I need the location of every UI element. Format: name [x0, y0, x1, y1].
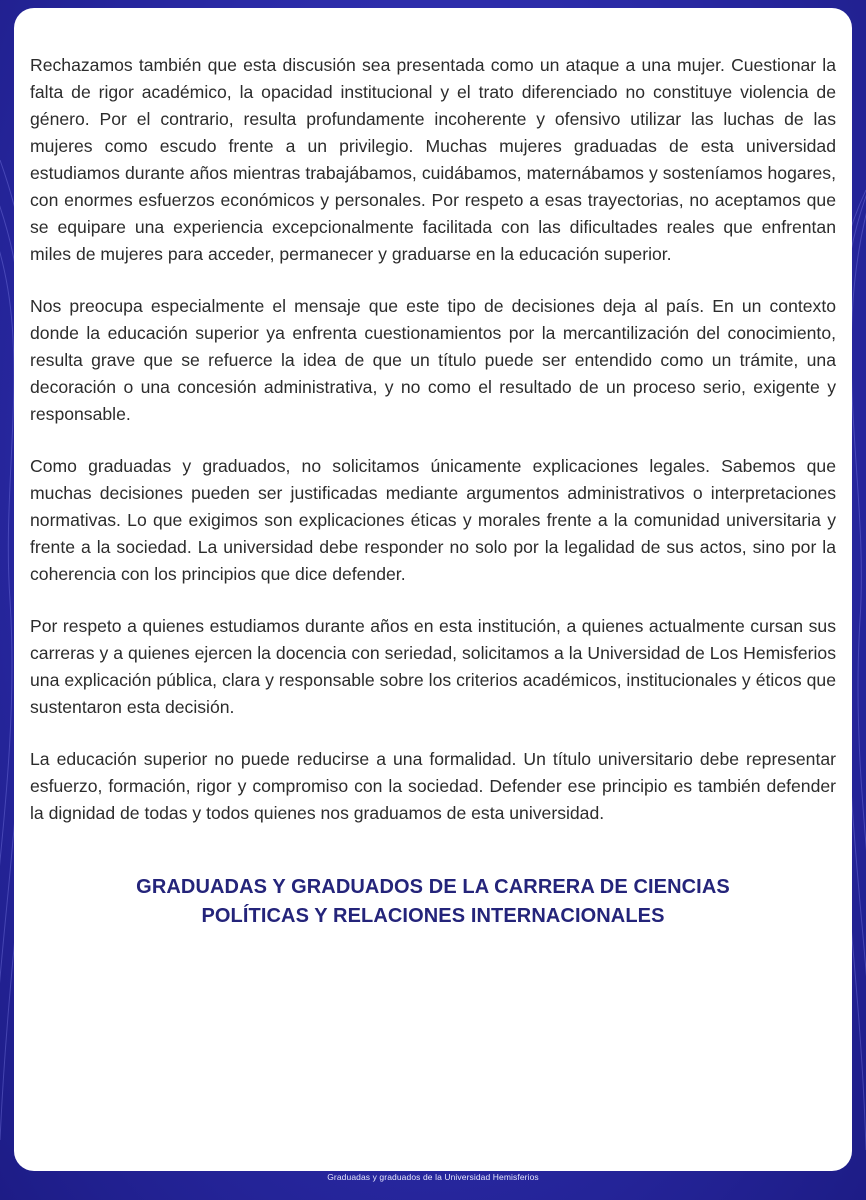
paragraph-5: La educación superior no puede reducirse a una formalidad. Un título universitario debe representar esfuerzo, formación, rigor y compromiso con la sociedad. Defender ese principio es también defender la dignidad de todas y todos quienes nos graduamos de esta universidad. [30, 749, 836, 823]
footer-caption: Graduadas y graduados de la Universidad Hemisferios [327, 1172, 539, 1182]
paragraph-2: Nos preocupa especialmente el mensaje que este tipo de decisiones deja al país. En un contexto donde la educación superior ya enfrenta cuestionamientos por la mercantilización del conocimiento, resulta grave que se refuerce la idea de que un título puede ser entendido como un trámite, una decoración o una concesión administrativa, y no como el resultado de un proceso serio, exigente y responsable. [30, 296, 836, 424]
letter-card [14, 8, 852, 1171]
signature-block [30, 873, 836, 931]
paragraph-3: Como graduadas y graduados, no solicitamos únicamente explicaciones legales. Sabemos que muchas decisiones pueden ser justificadas mediante argumentos administrativos o interpretaciones normativas. Lo que exigimos son explicaciones éticas y morales frente a la comunidad universitaria y frente a la sociedad. La universidad debe responder no solo por la legalidad de sus actos, sino por la coherencia con los principios que dice defender. [30, 456, 836, 584]
signature-line-2: POLÍTICAS Y RELACIONES INTERNACIONALES [201, 905, 665, 927]
paragraph-4: Por respeto a quienes estudiamos durante años en esta institución, a quienes actualmente cursan sus carreras y a quienes ejercen la docencia con seriedad, solicitamos a la Universidad de Los Hemisferios una explicación pública, clara y responsable sobre los criterios académicos, institucionales y éticos que sustentaron esta decisión. [30, 616, 836, 717]
signature-line-1: GRADUADAS Y GRADUADOS DE LA CARRERA DE CIENCIAS [136, 876, 730, 898]
paragraph-1: Rechazamos también que esta discusión sea presentada como un ataque a una mujer. Cuestionar la falta de rigor académico, la opacidad institucional y el trato diferenciado no constituye violencia de género. Por el contrario, resulta profundamente incoherente y ofensivo utilizar las luchas de las mujeres como escudo frente a un privilegio. Muchas mujeres graduadas de esta universidad estudiamos durante años mientras trabajábamos, cuidábamos, maternábamos y sosteníamos hogares, con enormes esfuerzos económicos y personales. Por respeto a esas trayectorias, no aceptamos que se equipare una experiencia excepcionalmente facilitada con las dificultades reales que enfrentan miles de mujeres para acceder, permanecer y graduarse en la educación superior. [30, 55, 836, 264]
